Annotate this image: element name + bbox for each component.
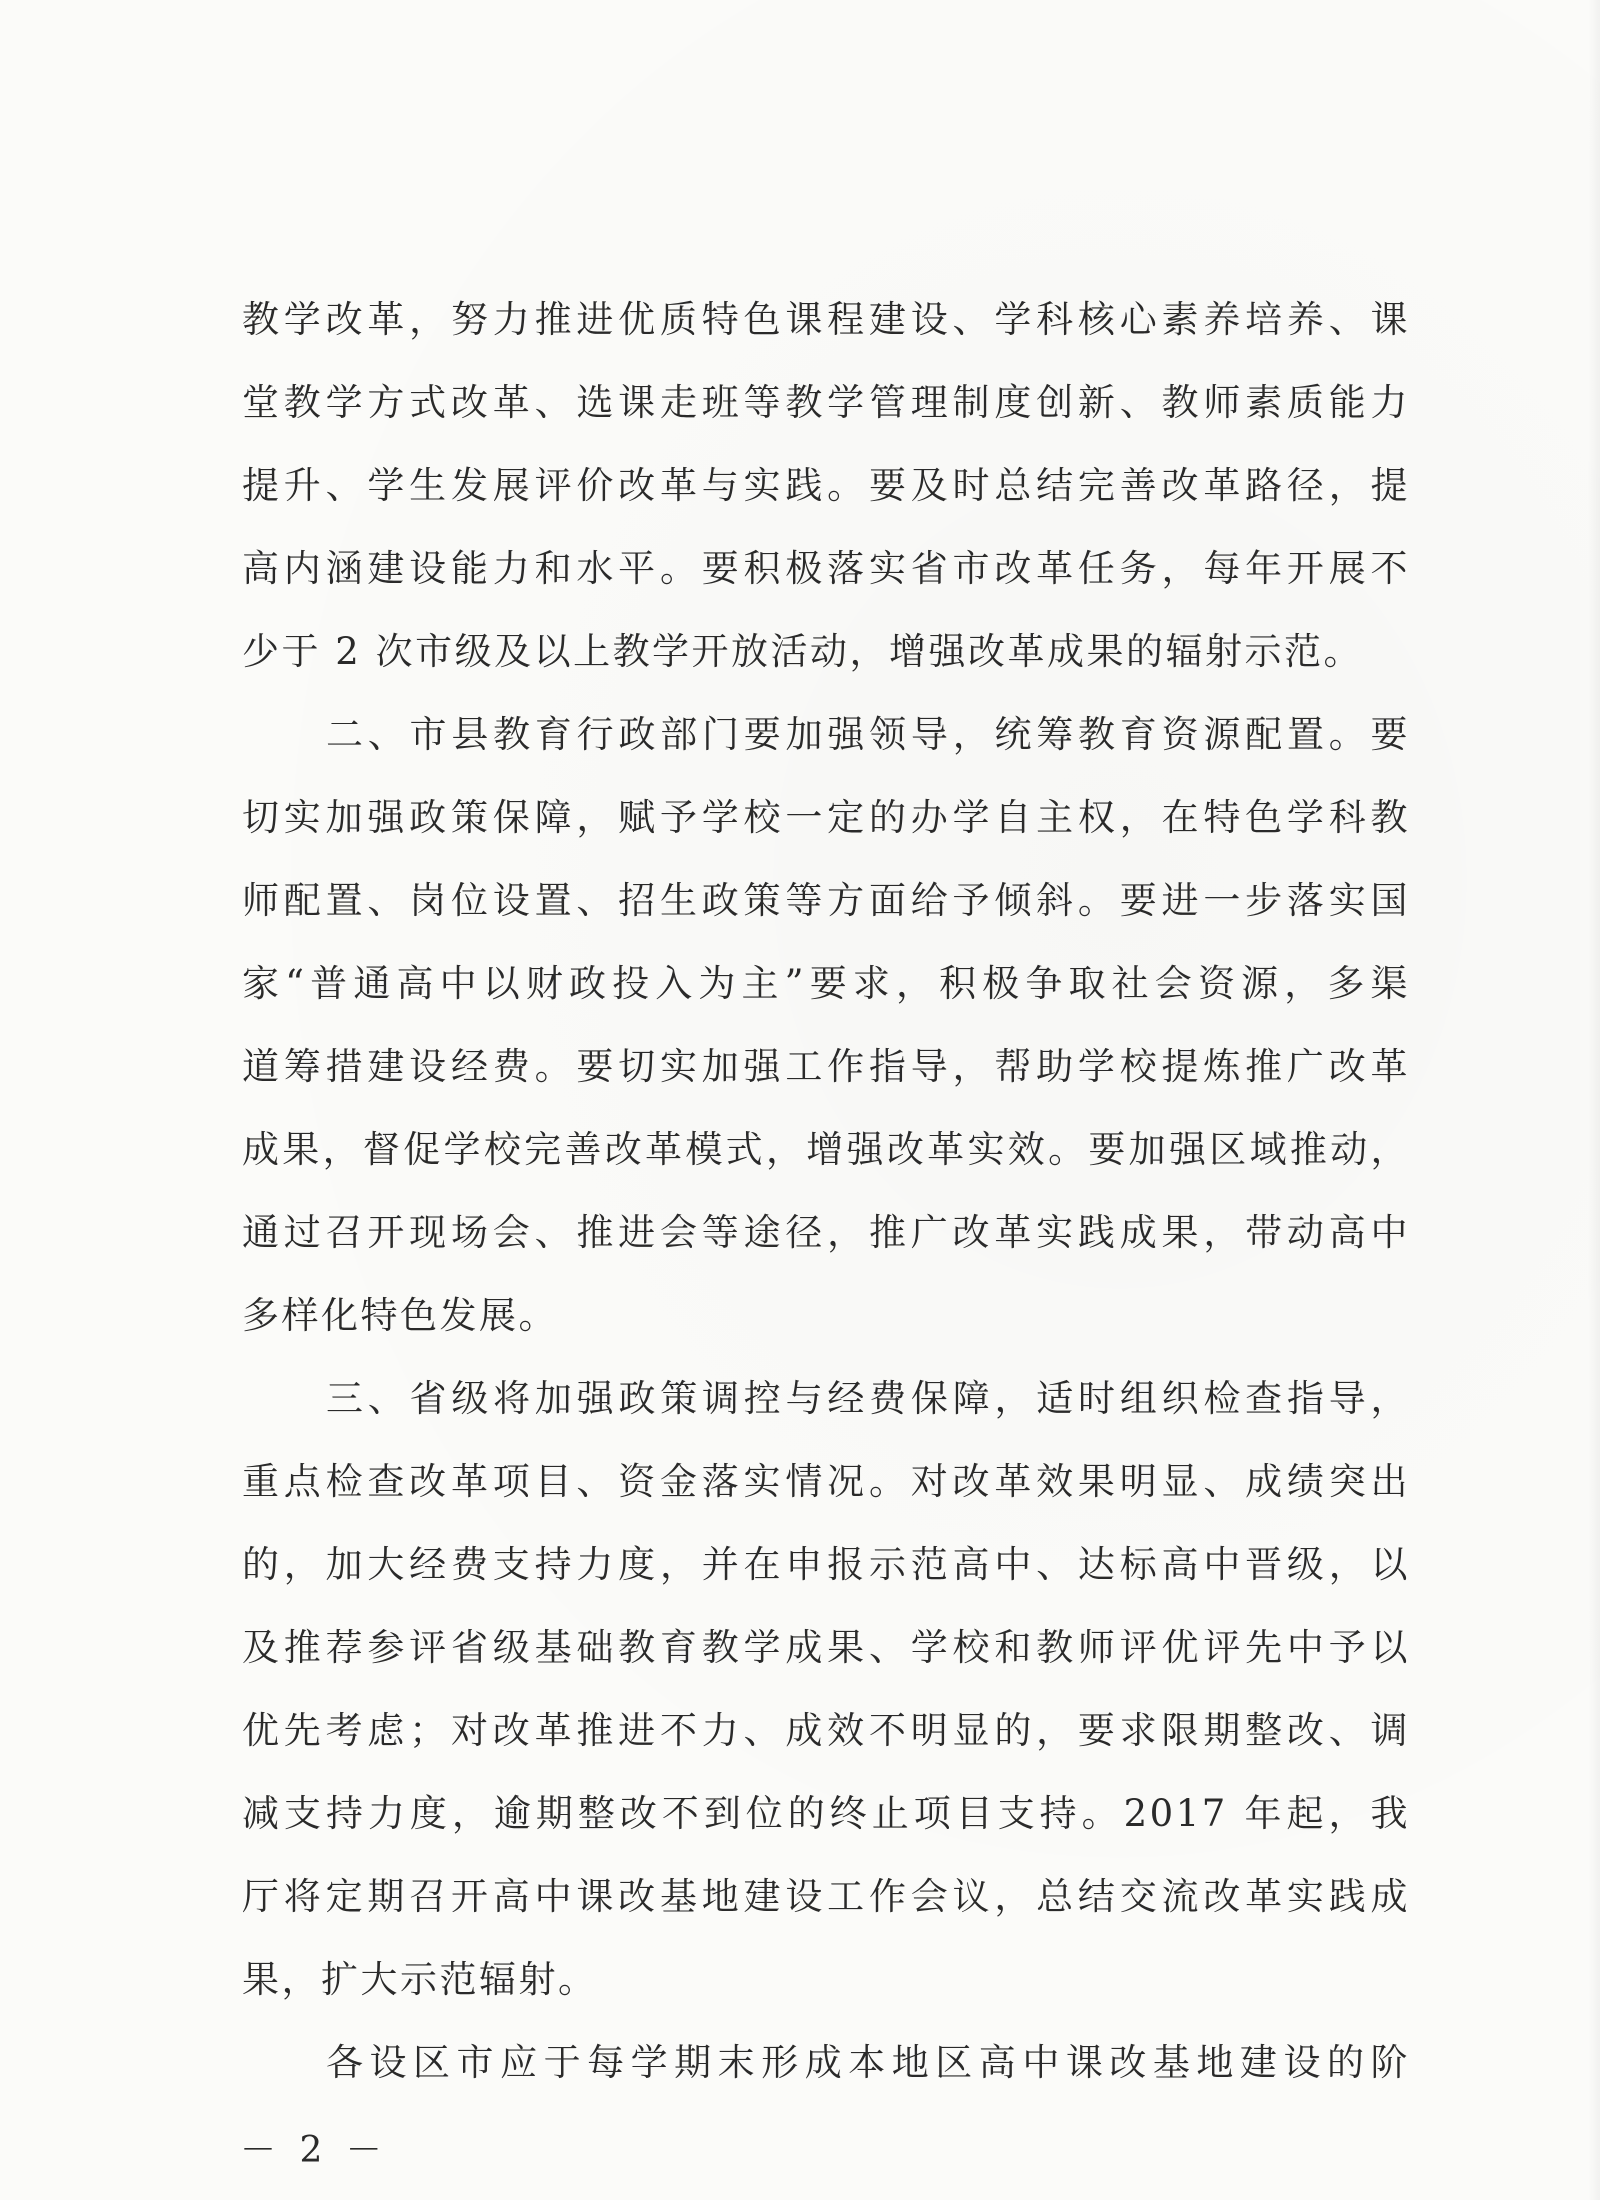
text-line: 厅将定期召开高中课改基地建设工作会议，总结交流改革实践成 <box>242 1875 1410 1918</box>
text-line: 高内涵建设能力和水平。要积极落实省市改革任务，每年开展不 <box>242 547 1410 590</box>
text-line: 师配置、岗位设置、招生政策等方面给予倾斜。要进一步落实国 <box>242 879 1410 922</box>
text-line: 成果，督促学校完善改革模式，增强改革实效。要加强区域推动， <box>242 1128 1410 1171</box>
paragraph-3-first-line: 三、省级将加强政策调控与经费保障，适时组织检查指导， <box>326 1377 1410 1420</box>
text-line: 的，加大经费支持力度，并在申报示范高中、达标高中晋级，以 <box>242 1543 1410 1586</box>
text-line: 通过召开现场会、推进会等途径，推广改革实践成果，带动高中 <box>242 1211 1410 1254</box>
text-line: 切实加强政策保障，赋予学校一定的办学自主权，在特色学科教 <box>242 796 1410 839</box>
paragraph-2-first-line: 二、市县教育行政部门要加强领导，统筹教育资源配置。要 <box>326 713 1410 756</box>
text-line: 优先考虑；对改革推进不力、成效不明显的，要求限期整改、调 <box>242 1709 1410 1752</box>
text-line: 多样化特色发展。 <box>242 1294 558 1337</box>
text-line: 减支持力度，逾期整改不到位的终止项目支持。2017 年起，我 <box>242 1792 1410 1835</box>
text-line: 堂教学方式改革、选课走班等教学管理制度创新、教师素质能力 <box>242 381 1410 424</box>
text-line: 道筹措建设经费。要切实加强工作指导，帮助学校提炼推广改革 <box>242 1045 1410 1088</box>
page-number: － 2 － <box>240 2130 388 2171</box>
scan-edge-shadow <box>1588 0 1600 2200</box>
text-line: 教学改革，努力推进优质特色课程建设、学科核心素养培养、课 <box>242 298 1410 341</box>
text-line: 家“普通高中以财政投入为主”要求，积极争取社会资源，多渠 <box>242 962 1410 1005</box>
text-line: 果，扩大示范辐射。 <box>242 1958 598 2001</box>
text-line: 少于 2 次市级及以上教学开放活动，增强改革成果的辐射示范。 <box>242 630 1364 673</box>
paragraph-4-first-line: 各设区市应于每学期末形成本地区高中课改基地建设的阶 <box>326 2041 1410 2084</box>
text-line: 及推荐参评省级基础教育教学成果、学校和教师评优评先中予以 <box>242 1626 1410 1669</box>
text-line: 提升、学生发展评价改革与实践。要及时总结完善改革路径，提 <box>242 464 1410 507</box>
text-line: 重点检查改革项目、资金落实情况。对改革效果明显、成绩突出 <box>242 1460 1410 1503</box>
